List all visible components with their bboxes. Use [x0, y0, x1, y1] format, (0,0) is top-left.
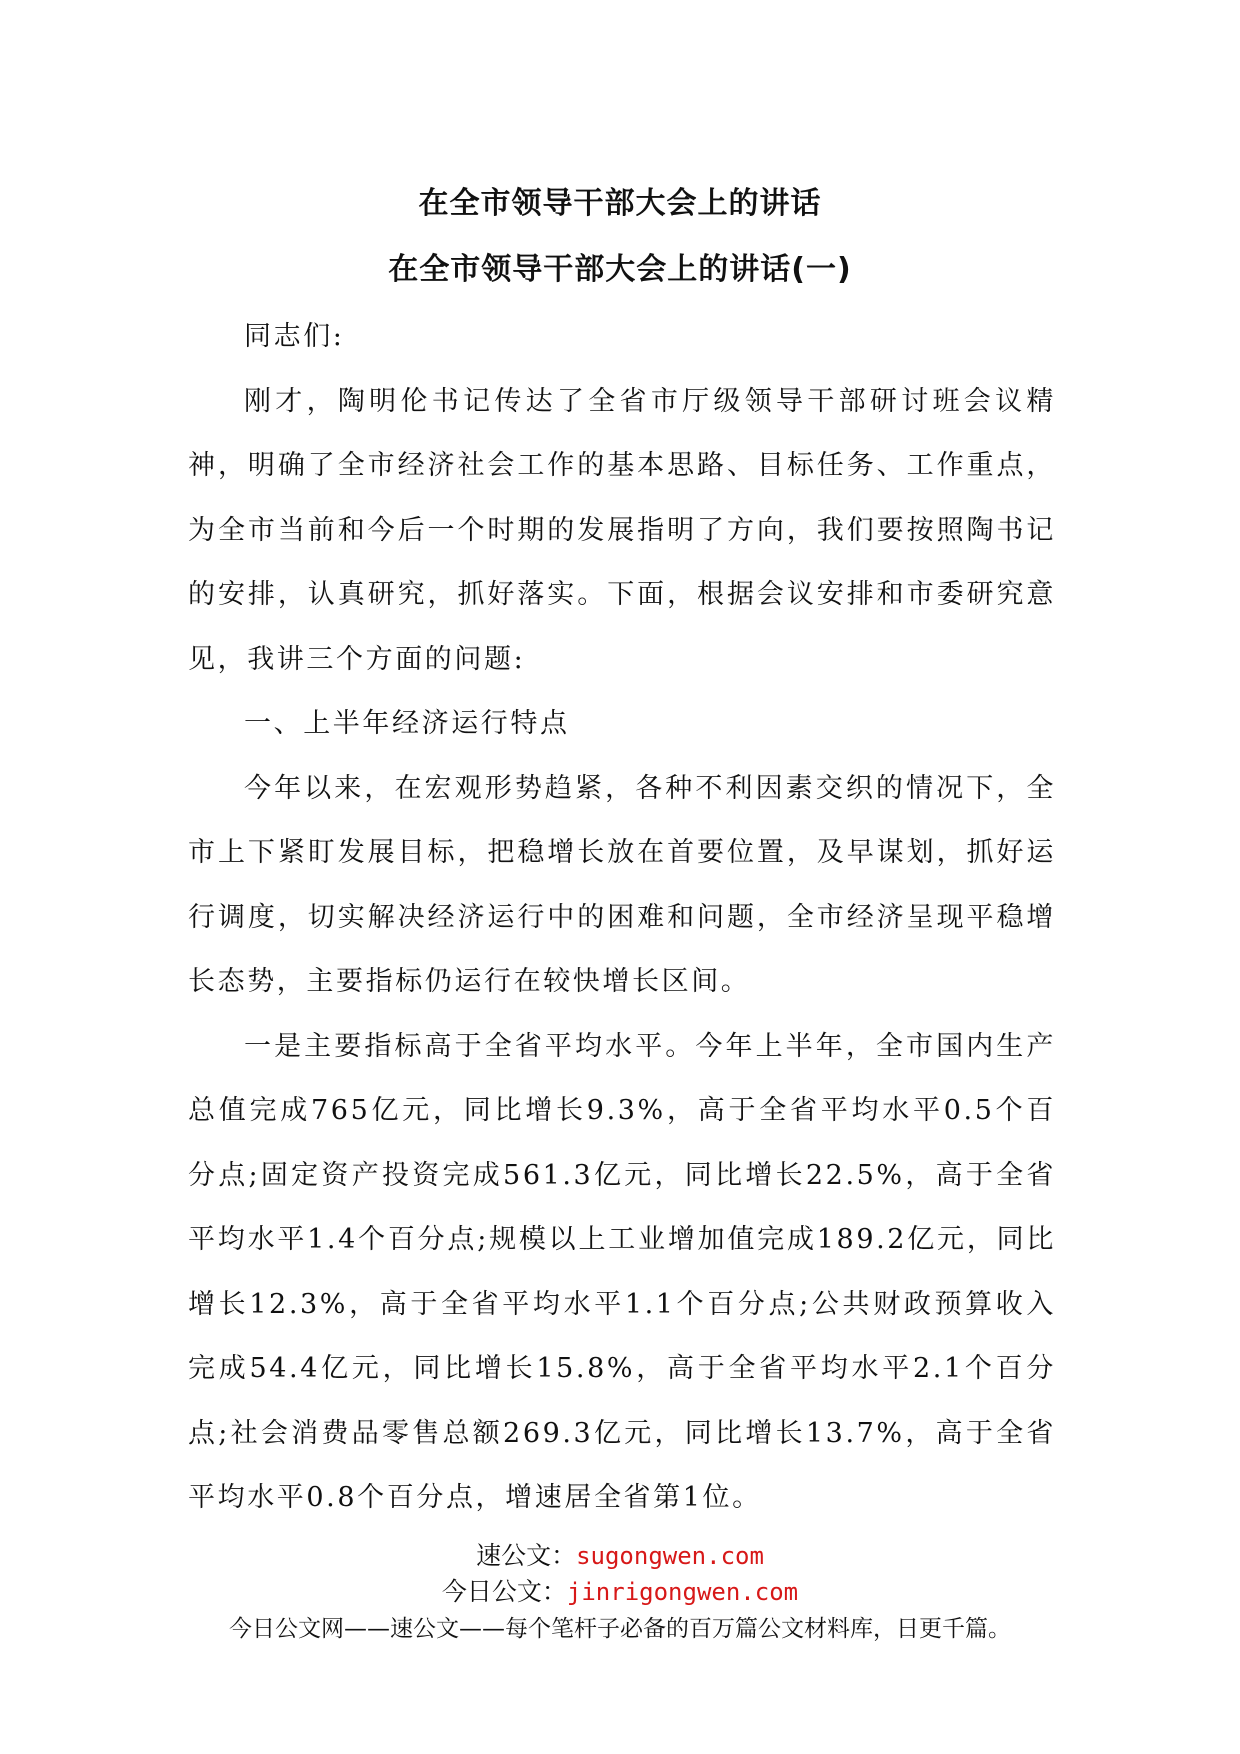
footer-line-jinrigongwen	[0, 1572, 1240, 1608]
document-subtitle: 在全市领导干部大会上的讲话(一)	[388, 252, 852, 287]
intro-paragraph: 刚才，陶明伦书记传达了全省市厅级领导干部研讨班会议精神，明确了全市经济社会工作的基本思路、目标任务、工作重点，为全市当前和今后一个时期的发展指明了方向，我们要按照陶书记的安排，认真研究，抓好落实。下面，根据会议安排和市委研究意见，我讲三个方面的问题:	[188, 385, 1056, 675]
document-body	[188, 305, 1056, 1531]
sugongwen-link[interactable]: sugongwen.com	[576, 1542, 764, 1570]
overview-paragraph: 今年以来，在宏观形势趋紧，各种不利因素交织的情况下，全市上下紧盯发展目标，把稳增长放在首要位置，及早谋划，抓好运行调度，切实解决经济运行中的困难和问题，全市经济呈现平稳增长态势，主要指标仍运行在较快增长区间。	[188, 772, 1056, 997]
document-title: 在全市领导干部大会上的讲话	[418, 186, 822, 221]
footer-line-sugongwen	[0, 1536, 1240, 1572]
indicators-paragraph: 一是主要指标高于全省平均水平。今年上半年，全市国内生产总值完成765亿元，同比增长9.3%，高于全省平均水平0.5个百分点;固定资产投资完成561.3亿元，同比增长22.5%，高于全省平均水平1.4个百分点;规模以上工业增加值完成189.2亿元，同比增长12.3%，高于全省平均水平1.1个百分点;公共财政预算收入完成54.4亿元，同比增长15.8%，高于全省平均水平2.1个百分点;社会消费品零售总额269.3亿元，同比增长13.7%，高于全省平均水平0.8个百分点，增速居全省第1位。	[188, 1030, 1056, 1513]
section-heading: 一、上半年经济运行特点	[244, 708, 570, 739]
footer-slogan: 今日公文网——速公文——每个笔杆子必备的百万篇公文材料库，日更千篇。	[229, 1616, 1011, 1642]
jinrigongwen-link[interactable]: jinrigongwen.com	[566, 1578, 799, 1606]
footer-label-sugongwen: 速公文：	[476, 1541, 577, 1570]
footer-label-jinrigongwen: 今日公文：	[441, 1577, 567, 1606]
salutation-paragraph: 同志们:	[244, 321, 345, 352]
